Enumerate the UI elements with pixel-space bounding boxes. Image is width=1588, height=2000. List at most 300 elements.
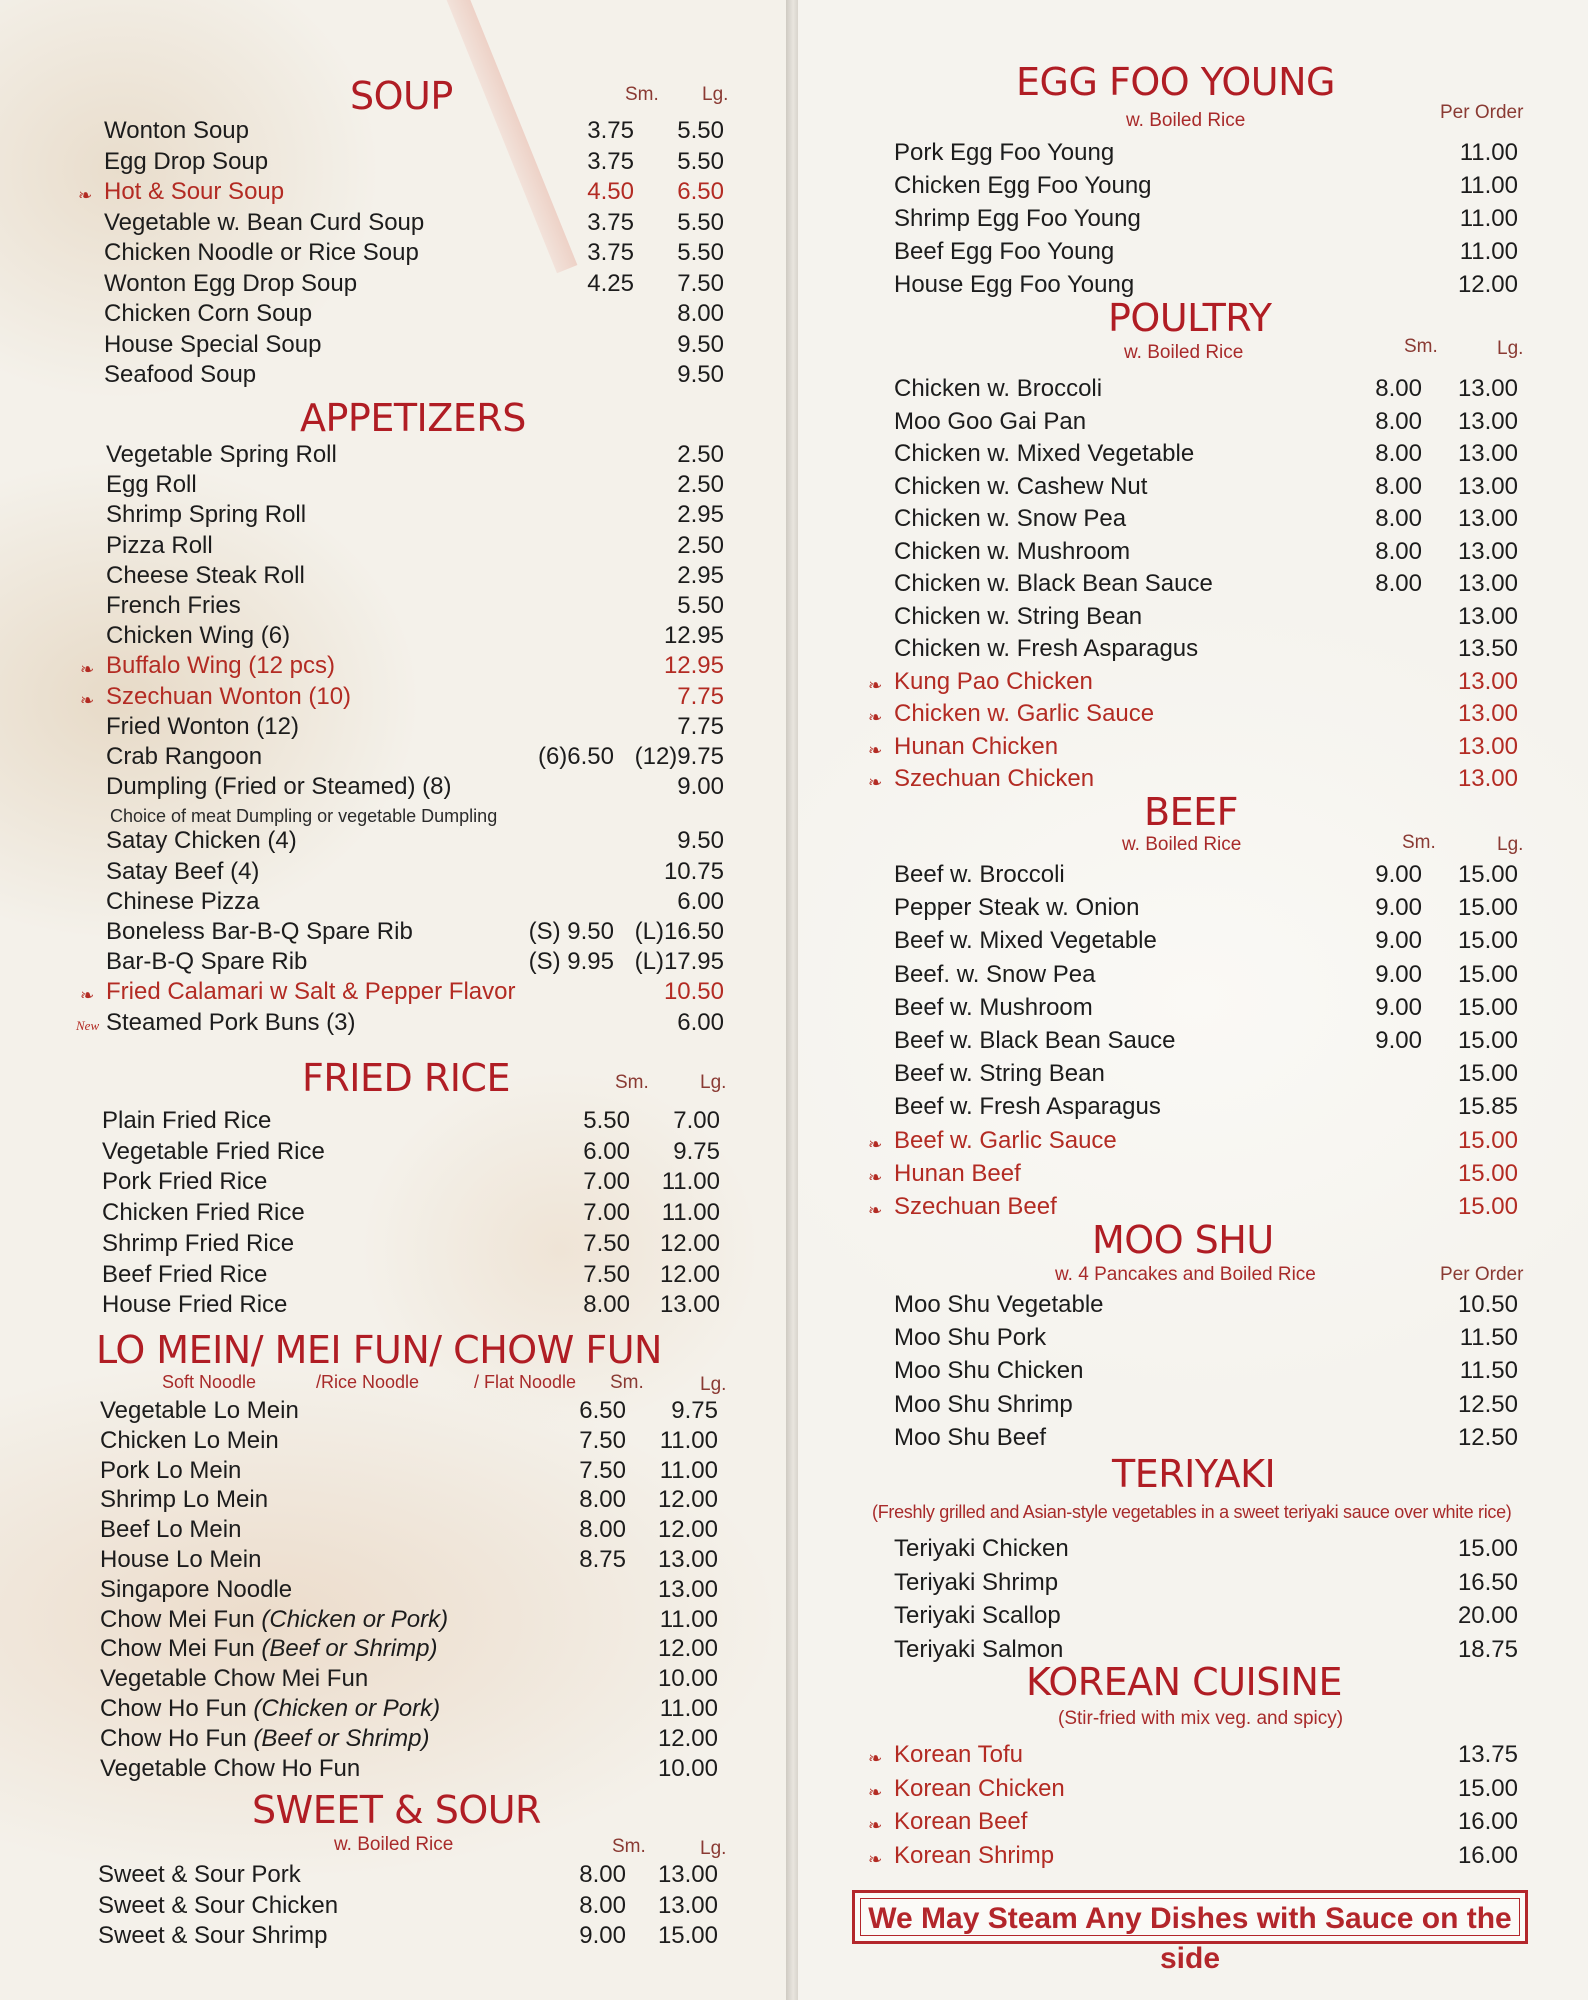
item-price-large: 13.00: [1457, 472, 1518, 500]
item-price: 12.00: [1457, 271, 1518, 298]
beef-item: [894, 926, 1518, 956]
item-name-main: Chow Mei Fun: [100, 1635, 262, 1663]
sweet-sour-col-lg: Lg.: [700, 1838, 727, 1859]
moo-shu-subtitle: w. 4 Pancakes and Boiled Rice: [1055, 1264, 1316, 1285]
item-price-large: 7.00: [673, 1107, 720, 1134]
item-price-large: 9.50: [677, 361, 724, 388]
item-name: Vegetable w. Bean Curd Soup: [104, 208, 425, 236]
lo-mein-item: [100, 1694, 718, 1724]
item-price-large: 7.75: [677, 682, 724, 710]
item-name: Chicken w. String Bean: [894, 602, 1143, 630]
item-name: Moo Shu Beef: [894, 1423, 1047, 1451]
pepper-icon: ❧: [80, 690, 95, 710]
item-name: Korean Beef: [894, 1808, 1028, 1835]
teriyaki-item: [894, 1601, 1518, 1631]
item-name: Fried Calamari w Salt & Pepper Flavor: [106, 978, 516, 1006]
item-price-small: 7.50: [583, 1260, 630, 1288]
appetizer-item: [106, 917, 724, 947]
item-price-small: (6)6.50: [537, 743, 614, 770]
beef-item: [894, 993, 1518, 1023]
pepper-icon: ❧: [868, 675, 883, 695]
item-name: House Special Soup: [104, 330, 322, 358]
pepper-icon: ❧: [80, 660, 95, 680]
item-price-small: 7.50: [583, 1229, 630, 1257]
item-price: 16.50: [1457, 1568, 1518, 1596]
poultry-item: [894, 374, 1518, 404]
item-price-large: 10.00: [657, 1665, 718, 1693]
dumpling-note: Choice of meat Dumpling or vegetable Dumpling: [110, 806, 498, 826]
item-name: Chicken w. Fresh Asparagus: [894, 635, 1199, 662]
beef-item: [868, 1126, 1518, 1156]
item-name: Wonton Egg Drop Soup: [104, 269, 358, 297]
pepper-icon: ❧: [868, 1849, 883, 1869]
soup-item: [104, 147, 724, 177]
teriyaki-item: [894, 1534, 1518, 1564]
poultry-item: [894, 602, 1518, 632]
item-price-large: 13.50: [1457, 635, 1518, 662]
item-name: Wonton Soup: [104, 117, 249, 144]
item-name: Satay Beef (4): [106, 857, 260, 885]
item-price-large: 11.00: [659, 1695, 718, 1722]
item-price: 13.75: [1457, 1741, 1518, 1768]
lo-mein-item: [100, 1426, 718, 1456]
item-name: Vegetable Fried Rice: [102, 1137, 325, 1165]
beef-title: BEEF: [1144, 790, 1238, 834]
teriyaki-title: TERIYAKI: [1112, 1452, 1276, 1496]
lo-mein-sub-rice: /Rice Noodle: [316, 1372, 420, 1392]
item-price: 20.00: [1457, 1602, 1518, 1629]
poultry-item: [894, 439, 1518, 469]
appetizer-item: [106, 500, 724, 530]
item-name: Chicken Corn Soup: [104, 300, 313, 327]
teriyaki-subtitle: (Freshly grilled and Asian-style vegetables in a sweet teriyaki sauce over white rice): [872, 1502, 1512, 1522]
item-price-small: 8.75: [579, 1546, 626, 1573]
appetizer-item: [106, 470, 724, 500]
item-name: Chicken w. Garlic Sauce: [894, 700, 1155, 727]
item-price-large: 9.50: [677, 330, 724, 358]
item-price-large: 13.00: [657, 1575, 718, 1603]
item-price-small: 8.00: [583, 1291, 630, 1319]
item-name: Chicken Wing (6): [106, 622, 291, 650]
appetizer-item: [106, 826, 724, 856]
soup-item: [104, 116, 724, 146]
soup-item: [104, 330, 724, 360]
appetizer-item: [106, 561, 724, 591]
item-name: [100, 1605, 448, 1635]
poultry-item: [894, 504, 1518, 534]
item-price-large: 13.00: [1457, 375, 1518, 402]
item-price-large: 9.50: [677, 827, 724, 855]
egg-foo-young-item: [894, 171, 1518, 201]
appetizer-item: [106, 742, 724, 772]
item-price-small: 3.75: [587, 239, 634, 266]
steam-notice-text: We May Steam Any Dishes with Sauce on the side: [860, 1898, 1520, 1936]
item-name: Moo Shu Vegetable: [894, 1291, 1104, 1318]
appetizer-item: [106, 947, 724, 977]
beef-col-sm: Sm.: [1402, 832, 1436, 853]
item-price-large: 5.50: [677, 147, 724, 175]
item-name: Singapore Noodle: [100, 1575, 293, 1603]
item-price-large: 10.00: [657, 1754, 718, 1782]
item-price-large: 13.00: [1457, 537, 1518, 565]
item-name: Beef w. Garlic Sauce: [894, 1126, 1117, 1154]
item-name: Chicken Fried Rice: [102, 1199, 305, 1227]
item-name: Hot & Sour Soup: [104, 178, 285, 205]
item-price-large: 2.95: [677, 501, 724, 529]
poultry-item: [894, 634, 1518, 664]
item-price-large: 15.00: [1457, 861, 1518, 888]
appetizer-item: [106, 887, 724, 917]
appetizer-item: [80, 977, 724, 1007]
item-name: Chicken w. Mixed Vegetable: [894, 440, 1195, 467]
item-name: Beef Fried Rice: [102, 1260, 268, 1288]
item-price-large: 5.50: [677, 208, 724, 236]
item-price-large: 11.00: [661, 1168, 720, 1196]
item-name: Beef w. Mushroom: [894, 993, 1093, 1021]
item-name-main: Chow Mei Fun: [100, 1605, 262, 1633]
item-name: Beef Egg Foo Young: [894, 238, 1115, 265]
fried-rice-col-lg: Lg.: [700, 1072, 727, 1093]
item-price-large: 15.00: [1457, 1060, 1518, 1088]
item-name: Chicken w. Black Bean Sauce: [894, 570, 1213, 597]
pepper-icon: ❧: [868, 1816, 883, 1835]
item-price-large: 15.00: [1457, 927, 1518, 955]
moo-shu-item: [894, 1290, 1518, 1320]
item-price-small: 3.75: [587, 208, 634, 236]
item-price-small: 8.00: [579, 1861, 626, 1888]
item-price-large: 6.50: [677, 178, 724, 205]
item-price-large: 7.75: [677, 712, 724, 740]
poultry-item: [894, 407, 1518, 437]
item-name: Shrimp Lo Mein: [100, 1486, 269, 1514]
lo-mein-item: [100, 1724, 718, 1754]
poultry-subtitle: w. Boiled Rice: [1124, 342, 1244, 363]
item-price-small: 4.25: [587, 269, 634, 297]
item-price-small: 8.00: [1375, 375, 1422, 402]
item-name: [100, 1724, 429, 1754]
egg-foo-young-item: [894, 237, 1518, 267]
item-name-option: (Chicken or Pork): [261, 1605, 449, 1633]
korean-title: KOREAN CUISINE: [1026, 1660, 1342, 1704]
item-price-large: 2.50: [677, 471, 724, 499]
item-price-large: 10.75: [663, 857, 724, 885]
sweet-sour-item: [98, 1891, 718, 1921]
poultry-item: [868, 732, 1518, 762]
item-name: Vegetable Chow Ho Fun: [100, 1754, 361, 1782]
pepper-icon: ❧: [868, 773, 883, 792]
lo-mein-item: [100, 1664, 718, 1694]
item-name: Shrimp Fried Rice: [102, 1229, 295, 1257]
item-price: 11.00: [1459, 139, 1518, 166]
item-price: 11.00: [1459, 205, 1518, 232]
item-price-large: 5.50: [677, 592, 724, 619]
sweet-sour-col-sm: Sm.: [612, 1836, 646, 1857]
egg-foo-young-col-per: Per Order: [1440, 102, 1524, 123]
item-price: 11.50: [1459, 1324, 1518, 1352]
soup-title: SOUP: [350, 74, 453, 118]
item-price-large: 15.00: [657, 1922, 718, 1949]
item-price-large: 12.00: [659, 1260, 720, 1288]
lo-mein-sub-flat: / Flat Noodle: [474, 1372, 577, 1392]
item-name: Teriyaki Salmon: [894, 1635, 1064, 1663]
item-name: Vegetable Chow Mei Fun: [100, 1665, 369, 1693]
fried-rice-col-sm: Sm.: [615, 1072, 649, 1093]
item-name-main: Chow Ho Fun: [100, 1724, 254, 1752]
item-name: Plain Fried Rice: [102, 1107, 272, 1134]
moo-shu-col-per: Per Order: [1440, 1264, 1524, 1285]
steam-notice-box: [852, 1890, 1528, 1975]
poultry-item: [894, 569, 1518, 599]
item-price: 15.00: [1457, 1535, 1518, 1562]
item-name: Vegetable Lo Mein: [100, 1397, 299, 1424]
item-name: Beef w. Fresh Asparagus: [894, 1093, 1161, 1121]
moo-shu-item: [894, 1356, 1518, 1386]
lo-mein-item: [100, 1456, 718, 1486]
item-price-small: 7.00: [583, 1199, 630, 1227]
item-name: Hunan Chicken: [894, 732, 1059, 760]
item-price-large: 15.00: [1457, 993, 1518, 1021]
lo-mein-sub-soft: Soft Noodle: [162, 1372, 257, 1392]
item-price-small: 5.50: [583, 1107, 630, 1134]
item-name: Crab Rangoon: [106, 743, 263, 770]
item-name: French Fries: [106, 592, 241, 619]
soup-col-lg: Lg.: [702, 84, 729, 105]
item-name: Pizza Roll: [106, 531, 213, 559]
pepper-icon: ❧: [868, 1201, 883, 1220]
egg-foo-young-subtitle: w. Boiled Rice: [1126, 110, 1246, 131]
item-price-large: 13.00: [657, 1861, 718, 1888]
moo-shu-item: [894, 1423, 1518, 1453]
item-price-large: 13.00: [1457, 732, 1518, 760]
appetizer-item: [80, 682, 724, 712]
pepper-icon: ❧: [868, 740, 883, 760]
item-price-large: 13.00: [657, 1891, 718, 1919]
item-name: Teriyaki Chicken: [894, 1535, 1069, 1562]
item-name: Szechuan Chicken: [894, 765, 1095, 792]
item-price-small: 3.75: [587, 147, 634, 175]
pepper-icon: ❧: [868, 1749, 883, 1768]
item-price-large: 13.00: [1457, 700, 1518, 727]
fried-rice-item: [102, 1290, 720, 1320]
item-price-small: 3.75: [587, 117, 634, 144]
item-name: Beef. w. Snow Pea: [894, 960, 1096, 988]
item-name: Kung Pao Chicken: [894, 667, 1093, 695]
item-name: Boneless Bar-B-Q Spare Rib: [106, 918, 413, 945]
item-price-large: 15.00: [1457, 1159, 1518, 1187]
appetizer-item: [106, 591, 724, 621]
korean-item: [868, 1740, 1518, 1770]
poultry-col-sm: Sm.: [1404, 336, 1438, 357]
item-name: [100, 1694, 440, 1724]
item-name: Egg Drop Soup: [104, 147, 269, 175]
appetizer-item: [106, 440, 724, 470]
teriyaki-item: [894, 1568, 1518, 1598]
moo-shu-item: [894, 1390, 1518, 1420]
item-price-small: 8.00: [1375, 537, 1422, 565]
item-name: [100, 1634, 437, 1664]
item-price-large: 6.00: [677, 1008, 724, 1036]
egg-foo-young-item: [894, 204, 1518, 234]
item-name: Moo Shu Pork: [894, 1324, 1047, 1352]
beef-item: [894, 893, 1518, 923]
item-price-large: 15.00: [1457, 894, 1518, 922]
item-name: Korean Shrimp: [894, 1841, 1055, 1869]
item-name: Sweet & Sour Chicken: [98, 1891, 339, 1919]
soup-item: [78, 177, 724, 207]
item-price-large: (L)17.95: [634, 948, 724, 976]
item-name: Chicken Egg Foo Young: [894, 172, 1152, 199]
soup-item: [104, 208, 724, 238]
item-price: 15.00: [1457, 1774, 1518, 1802]
item-name: Dumpling (Fried or Steamed) (8): [106, 773, 452, 801]
soup-item: [104, 299, 724, 329]
item-price-large: 12.00: [659, 1229, 720, 1257]
lo-mein-item: [100, 1605, 718, 1635]
item-price-small: 9.00: [1375, 960, 1422, 988]
item-price-small: 9.00: [1375, 894, 1422, 922]
item-price-small: (S) 9.50: [528, 918, 614, 945]
item-price-small: 8.00: [1375, 407, 1422, 435]
item-price-large: 13.00: [1457, 602, 1518, 630]
item-name: Shrimp Egg Foo Young: [894, 205, 1141, 232]
item-name: Sweet & Sour Pork: [98, 1861, 301, 1888]
beef-item: [894, 1059, 1518, 1089]
item-price-small: 8.00: [1375, 505, 1422, 532]
item-price-small: 8.00: [579, 1891, 626, 1919]
pepper-icon: ❧: [868, 1167, 883, 1187]
item-name: Teriyaki Scallop: [894, 1602, 1061, 1629]
item-name: Bar-B-Q Spare Rib: [106, 948, 308, 976]
item-price-small: 9.00: [1375, 861, 1422, 888]
item-price-large: 11.00: [661, 1199, 720, 1227]
item-price-large: 9.00: [677, 773, 724, 801]
item-price-small: 8.00: [1375, 440, 1422, 467]
item-price-large: 13.00: [1457, 667, 1518, 695]
item-price-large: 6.00: [677, 887, 724, 915]
item-name: Moo Goo Gai Pan: [894, 407, 1087, 435]
lo-mein-col-lg: Lg.: [700, 1374, 727, 1395]
item-name: Steamed Pork Buns (3): [106, 1008, 356, 1036]
item-name: Vegetable Spring Roll: [106, 441, 337, 468]
item-price-small: 8.00: [579, 1516, 626, 1544]
item-price-large: 8.00: [677, 300, 724, 327]
item-name-option: (Beef or Shrimp): [261, 1635, 438, 1663]
item-name: Korean Chicken: [894, 1774, 1065, 1802]
appetizer-item: [106, 621, 724, 651]
lo-mein-col-sm: Sm.: [610, 1372, 644, 1393]
item-name: Beef Lo Mein: [100, 1516, 242, 1544]
item-price-large: 13.00: [659, 1291, 720, 1319]
beef-subtitle: w. Boiled Rice: [1122, 834, 1242, 855]
item-name: Fried Wonton (12): [106, 712, 299, 740]
soup-item: [104, 238, 724, 268]
item-price-large: 10.50: [663, 978, 724, 1006]
pepper-icon: ❧: [78, 186, 93, 205]
appetizer-item: [106, 712, 724, 742]
appetizer-item: [106, 531, 724, 561]
item-name: Pork Fried Rice: [102, 1168, 268, 1196]
item-price-large: 15.00: [1457, 1126, 1518, 1154]
item-price-large: 13.00: [1457, 505, 1518, 532]
pepper-icon: ❧: [868, 1782, 883, 1802]
fried-rice-title: FRIED RICE: [302, 1056, 510, 1100]
item-price-large: 5.50: [677, 239, 724, 266]
item-price-large: 12.95: [663, 652, 724, 680]
item-price-large: 15.00: [1457, 1193, 1518, 1220]
pepper-icon: ❧: [868, 708, 883, 727]
item-price-large: (L)16.50: [634, 918, 724, 945]
sweet-sour-title: SWEET & SOUR: [252, 1788, 541, 1832]
item-price-small: 7.00: [583, 1168, 630, 1196]
item-name: Beef w. String Bean: [894, 1060, 1105, 1088]
item-name-main: Chow Ho Fun: [100, 1695, 254, 1722]
item-price-large: 13.00: [1457, 407, 1518, 435]
item-price-large: 11.00: [659, 1426, 718, 1454]
beef-item: [894, 960, 1518, 990]
item-name: Satay Chicken (4): [106, 827, 297, 855]
item-price-large: (12)9.75: [634, 743, 724, 770]
poultry-item: [894, 537, 1518, 567]
item-price: 11.00: [1459, 172, 1518, 199]
item-name: Chicken w. Mushroom: [894, 537, 1131, 565]
korean-item: [868, 1774, 1518, 1804]
item-name: Moo Shu Shrimp: [894, 1390, 1073, 1418]
item-name: Chicken w. Cashew Nut: [894, 472, 1148, 500]
poultry-title: POULTRY: [1108, 296, 1272, 340]
item-name: House Egg Foo Young: [894, 271, 1135, 298]
fried-rice-item: [102, 1229, 720, 1259]
item-price-small: 9.00: [1375, 927, 1422, 955]
appetizer-item: [80, 651, 724, 681]
item-name-option: (Chicken or Pork): [253, 1695, 441, 1722]
lo-mein-title: LO MEIN/ MEI FUN/ CHOW FUN: [96, 1328, 662, 1372]
item-name: Cheese Steak Roll: [106, 561, 305, 589]
item-price-small: (S) 9.95: [528, 948, 614, 976]
item-price-small: 8.00: [1375, 570, 1422, 597]
item-name: Pork Lo Mein: [100, 1456, 242, 1484]
soup-col-sm: Sm.: [625, 84, 659, 105]
sweet-sour-subtitle: w. Boiled Rice: [334, 1834, 454, 1855]
item-price-large: 9.75: [673, 1137, 720, 1165]
beef-col-lg: Lg.: [1497, 834, 1524, 855]
item-name: Chinese Pizza: [106, 887, 260, 915]
item-name: Chicken Noodle or Rice Soup: [104, 239, 419, 266]
item-price-large: 12.00: [657, 1516, 718, 1544]
lo-mein-item: [100, 1396, 718, 1426]
beef-item: [894, 1026, 1518, 1056]
item-name: Hunan Beef: [894, 1159, 1021, 1187]
korean-item: [868, 1807, 1518, 1837]
poultry-col-lg: Lg.: [1497, 338, 1524, 359]
item-name: Beef w. Broccoli: [894, 861, 1065, 888]
lo-mein-item: [100, 1515, 718, 1545]
beef-item: [868, 1159, 1518, 1189]
poultry-item: [868, 667, 1518, 697]
item-price: 18.75: [1457, 1635, 1518, 1663]
item-name: Teriyaki Shrimp: [894, 1568, 1059, 1596]
moo-shu-item: [894, 1323, 1518, 1353]
lo-mein-item: [100, 1754, 718, 1784]
item-price-small: 9.00: [1375, 993, 1422, 1021]
item-name: Shrimp Spring Roll: [106, 501, 307, 529]
sweet-sour-item: [98, 1860, 718, 1890]
item-price: 16.00: [1457, 1841, 1518, 1869]
pepper-icon: ❧: [80, 986, 95, 1006]
item-name: Seafood Soup: [104, 361, 257, 388]
item-price: 10.50: [1457, 1291, 1518, 1318]
appetizer-item: [106, 772, 724, 802]
appetizer-item: [106, 857, 724, 887]
